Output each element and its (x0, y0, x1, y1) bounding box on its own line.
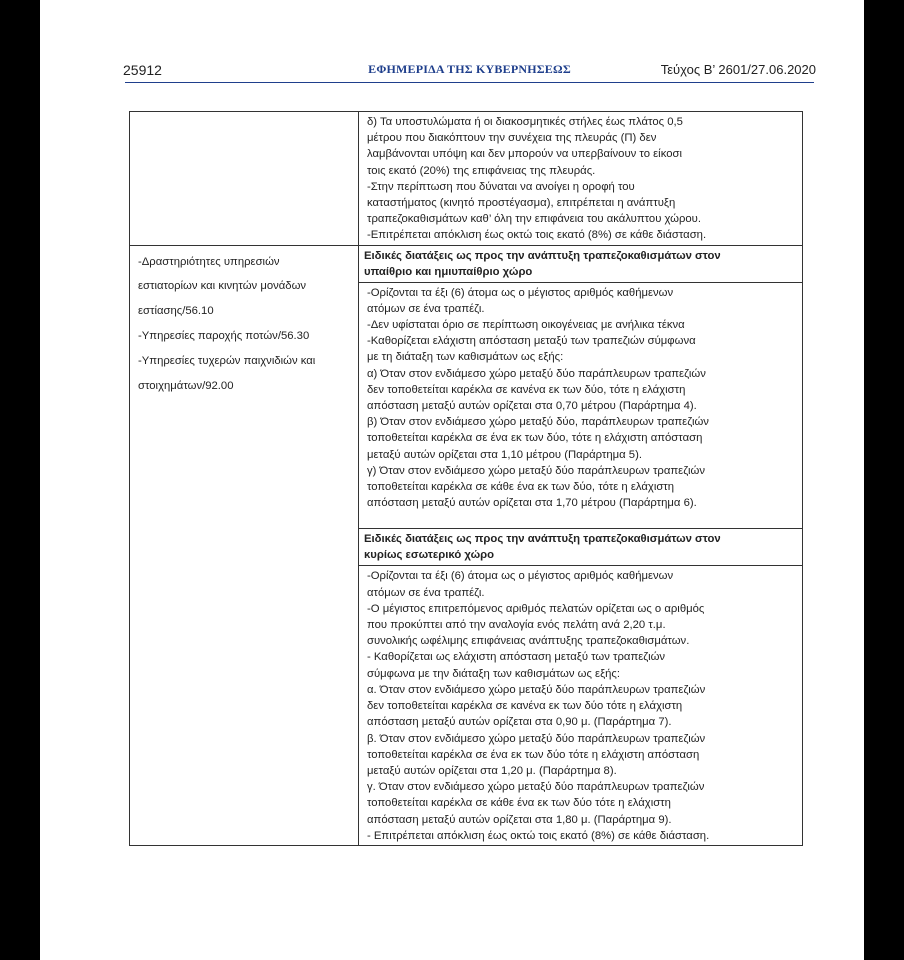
outdoor-heading (359, 246, 802, 282)
text-line: -Καθορίζεται ελάχιστη απόσταση μεταξύ των τραπεζιών σύμφωνα (367, 335, 696, 348)
text-line: τοποθετείται καρέκλα σε κάθε ένα εκ των δύο τότε η ελάχιστη (367, 797, 671, 810)
text-line: απόσταση μεταξύ αυτών ορίζεται στα 1,80 μ. (Παράρτημα 9). (367, 813, 672, 826)
text-line: - Καθορίζεται ως ελάχιστη απόσταση μεταξύ των τραπεζιών (367, 651, 666, 664)
text-line: λαμβάνονται υπόψη και δεν μπορούν να υπερβαίνουν το είκοσι (367, 148, 682, 161)
text-line: απόσταση μεταξύ αυτών ορίζεται στα 0,90 μ. (Παράρτημα 7). (367, 716, 672, 729)
text-line: απόσταση μεταξύ αυτών ορίζεται στα 0,70 μέτρου (Παράρτημα 4). (367, 400, 697, 413)
gazette-title: ΕΦΗΜΕΡΙΔΑ ΤΗΣ ΚΥΒΕΡΝΗΣΕΩΣ (368, 62, 571, 76)
issue-number: Τεύχος Β’ 2601/27.06.2020 (660, 62, 816, 77)
text-line: συνολικής ωφέλιμης επιφάνειας ανάπτυξης τραπεζοκαθισμάτων. (367, 635, 690, 648)
text-line: καταστήματος (κινητό προστέγασμα), επιτρέπεται η ανάπτυξη (367, 197, 676, 210)
text-line: -Ο μέγιστος επιτρεπόμενος αριθμός πελατών ορίζεται ως ο αριθμός (367, 602, 705, 615)
indoor-heading-cell (359, 529, 803, 566)
text-line: μεταξύ αυτών ορίζεται στα 1,10 μέτρου (Παράρτημα 5). (367, 448, 642, 461)
text-line: β) Όταν στον ενδιάμεσο χώρο μεταξύ δύο, παράπλευρων τραπεζιών (367, 416, 709, 429)
spacer (367, 511, 798, 527)
text-line: μέτρου που διακόπτουν την συνέχεια της πλευράς (Π) δεν (367, 132, 657, 145)
table-cell-empty (130, 112, 359, 246)
text-line: τοποθετείται καρέκλα σε κάθε ένα εκ των δύο, τότε η ελάχιστη (367, 481, 675, 494)
activities-cell (130, 245, 359, 845)
text-line: δεν τοποθετείται καρέκλα σε κανένα εκ των δύο τότε η ελάχιστη (367, 700, 683, 713)
text-line: γ. Όταν στον ενδιάμεσο χώρο μεταξύ δύο παράπλευρων τραπεζιών (367, 781, 705, 794)
text-line: σύμφωνα με την διάταξη των καθισμάτων ως εξής: (367, 667, 621, 680)
table-row (130, 245, 803, 282)
text-line: -Επιτρέπεται απόκλιση έως οκτώ τοις εκατό (8%) σε κάθε διάσταση. (367, 229, 707, 242)
heading-line: κυρίως εσωτερικό χώρο (364, 549, 495, 562)
heading-line: Ειδικές διατάξεις ως προς την ανάπτυξη τραπεζοκαθισμάτων στον (364, 533, 721, 546)
indoor-heading (359, 529, 802, 565)
indoor-body (359, 566, 802, 844)
page-number: 25912 (123, 62, 162, 78)
text-line: β. Όταν στον ενδιάμεσο χώρο μεταξύ δύο παράπλευρων τραπεζιών (367, 732, 706, 745)
text-line: ατόμων σε ένα τραπέζι. (367, 302, 485, 315)
activity-line: εστίασης/56.10 (138, 305, 214, 318)
activity-line: -Υπηρεσίες παροχής ποτών/56.30 (138, 330, 310, 343)
heading-line: Ειδικές διατάξεις ως προς την ανάπτυξη τραπεζοκαθισμάτων στον (364, 249, 721, 262)
table-cell (359, 112, 803, 246)
text-line: απόσταση μεταξύ αυτών ορίζεται στα 1,70 μέτρου (Παράρτημα 6). (367, 497, 697, 510)
continuation-text (359, 112, 802, 245)
text-line: α) Όταν στον ενδιάμεσο χώρο μεταξύ δύο παράπλευρων τραπεζιών (367, 367, 706, 380)
indoor-body-cell (359, 566, 803, 845)
text-line: -Στην περίπτωση που δύναται να ανοίγει η οροφή του (367, 180, 635, 193)
text-line: τραπεζοκαθισμάτων καθ’ όλη την επιφάνεια του ακάλυπτου χώρου. (367, 213, 701, 226)
outdoor-body (359, 283, 802, 529)
text-line: τοποθετείται καρέκλα σε ένα εκ των δύο, τότε η ελάχιστη απόσταση (367, 432, 703, 445)
text-line: μεταξύ αυτών ορίζεται στα 1,20 μ. (Παράρτημα 8). (367, 764, 617, 777)
text-line: -Δεν υφίσταται όριο σε περίπτωση οικογένειας με ανήλικα τέκνα (367, 319, 685, 332)
text-line: που προκύπτει από την αναλογία ενός πελάτη ανά 2,20 τ.μ. (367, 619, 666, 632)
text-line: ατόμων σε ένα τραπέζι. (367, 586, 485, 599)
activity-line: -Υπηρεσίες τυχερών παιχνιδιών και (138, 354, 316, 367)
heading-line: υπαίθριο και ημιυπαίθριο χώρο (364, 265, 533, 278)
activity-line: -Δραστηριότητες υπηρεσιών (138, 255, 280, 268)
regulations-table (129, 111, 803, 846)
text-line: α. Όταν στον ενδιάμεσο χώρο μεταξύ δύο παράπλευρων τραπεζιών (367, 683, 706, 696)
text-line: -Ορίζονται τα έξι (6) άτομα ως ο μέγιστος αριθμός καθήμενων (367, 570, 674, 583)
table-row (130, 112, 803, 246)
text-line: δ) Τα υποστυλώματα ή οι διακοσμητικές στήλες έως πλάτος 0,5 (367, 116, 683, 128)
activity-line: εστιατορίων και κινητών μονάδων (138, 280, 307, 293)
document-page (40, 0, 864, 960)
text-line: γ) Όταν στον ενδιάμεσο χώρο μεταξύ δύο παράπλευρων τραπεζιών (367, 464, 705, 477)
text-line: με τη διάταξη των καθισμάτων ως εξής: (367, 351, 564, 364)
text-line: τοις εκατό (20%) της επιφάνειας της πλευράς. (367, 164, 596, 177)
text-line: -Ορίζονται τα έξι (6) άτομα ως ο μέγιστος αριθμός καθήμενων (367, 286, 674, 299)
outdoor-heading-cell (359, 245, 803, 282)
outdoor-body-cell (359, 282, 803, 529)
activity-list (130, 246, 358, 403)
text-line: τοποθετείται καρέκλα σε ένα εκ των δύο τότε η ελάχιστη απόσταση (367, 748, 700, 761)
text-line: - Επιτρέπεται απόκλιση έως οκτώ τοις εκατό (8%) σε κάθε διάσταση. (367, 829, 710, 842)
activity-line: στοιχημάτων/92.00 (138, 379, 234, 392)
gazette-header (125, 58, 814, 83)
text-line: δεν τοποθετείται καρέκλα σε κανένα εκ των δύο, τότε η ελάχιστη (367, 383, 686, 396)
